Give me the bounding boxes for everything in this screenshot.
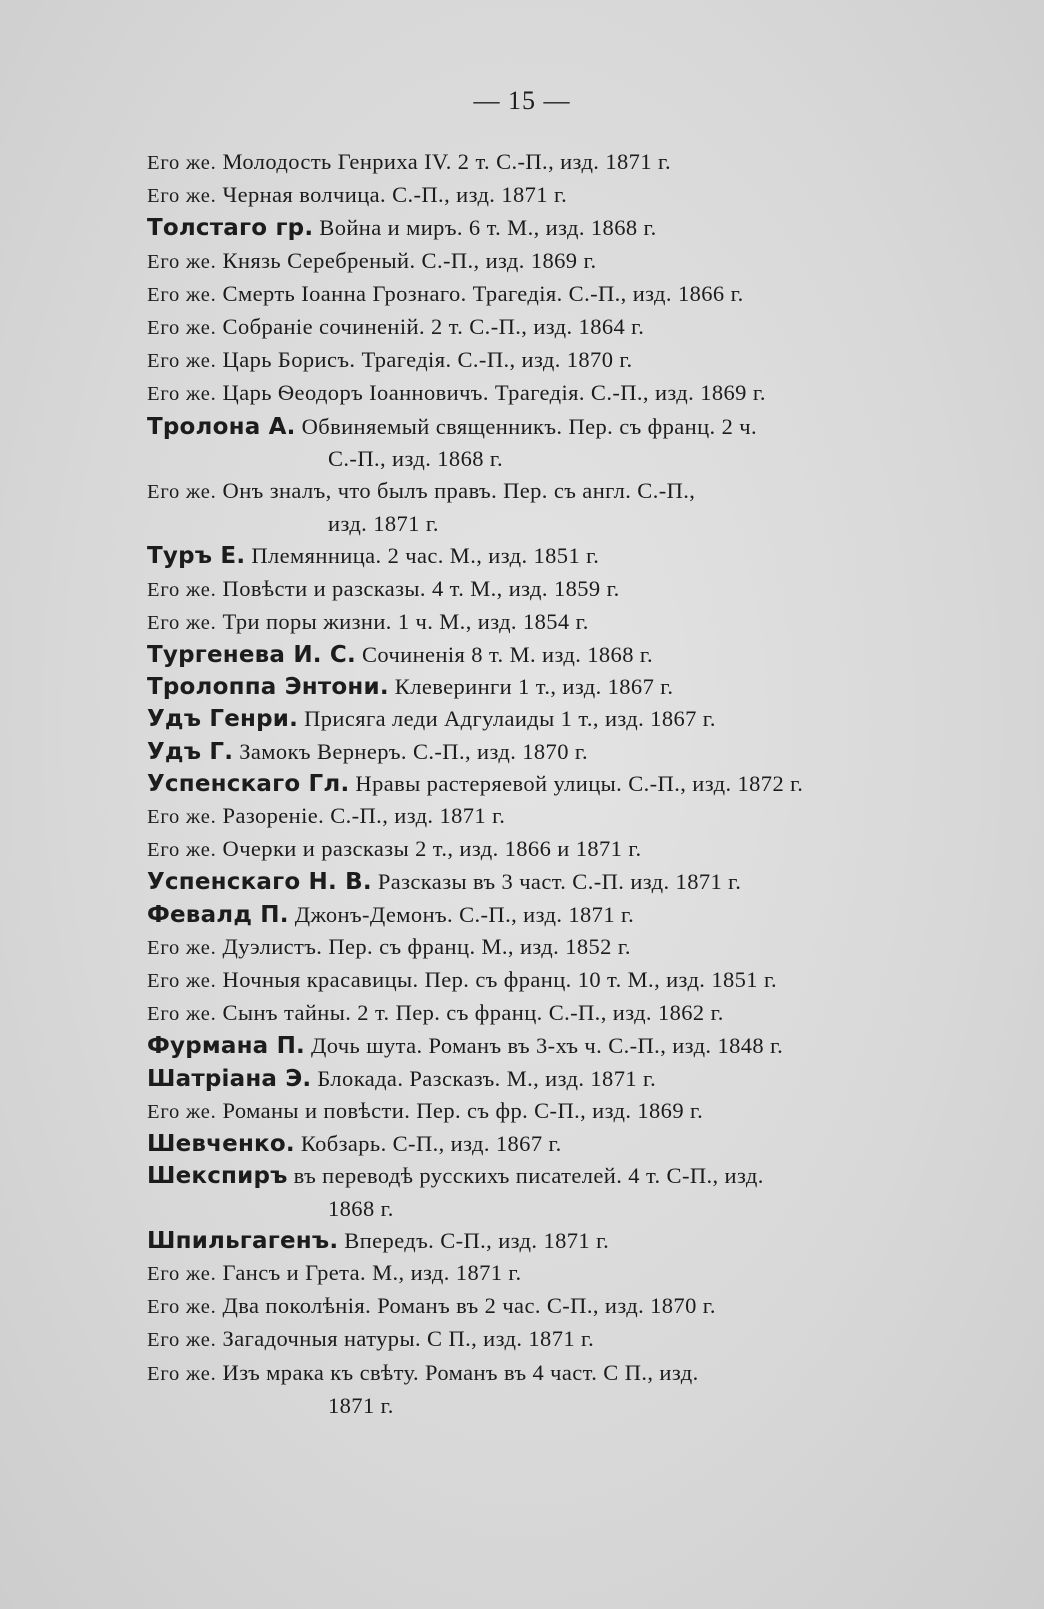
entry-author: Туръ Е. — [147, 543, 246, 570]
entry-text: Романы и повѣсти. Пер. съ фр. С-П., изд. 1869 г. — [216, 1097, 704, 1123]
entry-text: Черная волчица. С.-П., изд. 1871 г. — [216, 182, 568, 208]
entry-text: Собраніе сочиненій. 2 т. С.-П., изд. 1864 г. — [216, 314, 645, 340]
entry-text: Дуэлистъ. Пер. съ франц. М., изд. 1852 г. — [216, 933, 631, 959]
entry-author: Шевченко. — [147, 1131, 295, 1158]
entry-text: Два поколѣнія. Романъ въ 2 час. С-П., изд. 1870 г. — [216, 1293, 716, 1319]
catalog-entry — [147, 1323, 907, 1356]
entry-author: Фурмана П. — [147, 1033, 305, 1060]
entry-text: Впередъ. С-П., изд. 1871 г. — [338, 1227, 610, 1253]
entry-text: Царь Борисъ. Трагедія. С.-П., изд. 1870 г. — [216, 347, 633, 373]
catalog-entry — [147, 1290, 907, 1323]
page-number: — 15 — — [473, 86, 571, 115]
catalog-entry — [147, 703, 907, 735]
entry-text: Сынъ тайны. 2 т. Пер. съ франц. С.-П., изд. 1862 г. — [216, 1000, 724, 1026]
entry-text: Молодость Генриха IV. 2 т. С.-П., изд. 1871 г. — [216, 149, 672, 174]
catalog-entry — [147, 866, 907, 898]
catalog-entry — [147, 931, 907, 964]
entry-continuation: изд. 1871 г. — [328, 511, 439, 537]
entry-ego-same-author: Его же. — [147, 350, 217, 373]
entry-ego-same-author: Его же. — [147, 806, 217, 829]
entry-text: Смерть Іоанна Грознаго. Трагедія. С.-П., изд. 1866 г. — [216, 280, 744, 306]
entry-text: Три поры жизни. 1 ч. М., изд. 1854 г. — [216, 608, 589, 634]
entry-author: Шекспиръ — [147, 1163, 288, 1190]
catalog-entries — [147, 146, 907, 1422]
entry-text: Онъ зналъ, что былъ правъ. Пер. съ англ. С.-П., — [216, 478, 696, 504]
entry-ego-same-author: Его же. — [147, 317, 217, 340]
entry-continuation: 1868 г. — [328, 1195, 394, 1221]
catalog-entry — [147, 540, 907, 572]
entry-text: Клеверинги 1 т., изд. 1867 г. — [388, 674, 674, 700]
catalog-entry — [147, 964, 907, 997]
entry-author: Успенскаго Н. В. — [147, 869, 372, 896]
entry-text: Война и миръ. 6 т. М., изд. 1868 г. — [313, 215, 657, 241]
entry-author: Тургенева И. С. — [147, 642, 356, 669]
entry-author: Шпильгагенъ. — [147, 1227, 339, 1254]
catalog-entry — [147, 606, 907, 639]
entry-ego-same-author: Его же. — [147, 936, 217, 959]
entry-text: Замокъ Вернеръ. С.-П., изд. 1870 г. — [233, 738, 588, 764]
entry-author: Успенскаго Гл. — [147, 770, 350, 797]
catalog-entry — [147, 997, 907, 1030]
catalog-entry — [147, 146, 907, 179]
entry-ego-same-author: Его же. — [147, 283, 217, 306]
entry-text: Обвиняемый священникъ. Пер. съ франц. 2 ч. — [295, 413, 758, 439]
entry-text: Повѣсти и разсказы. 4 т. М., изд. 1859 г. — [216, 575, 620, 601]
catalog-entry — [147, 1257, 907, 1290]
entry-text: Гансъ и Грета. М., изд. 1871 г. — [216, 1259, 522, 1285]
entry-author: Толстаго гр. — [147, 215, 314, 242]
entry-ego-same-author: Его же. — [147, 1296, 217, 1319]
catalog-entry — [147, 475, 907, 540]
catalog-entry — [147, 212, 907, 244]
entry-author: Удъ Г. — [147, 738, 234, 765]
catalog-entry — [147, 1095, 907, 1128]
entry-ego-same-author: Его же. — [147, 578, 217, 601]
entry-ego-same-author: Его же. — [147, 1100, 217, 1123]
catalog-entry — [147, 311, 907, 344]
entry-text: Блокада. Разсказъ. М., изд. 1871 г. — [311, 1065, 657, 1091]
entry-ego-same-author: Его же. — [147, 611, 217, 634]
catalog-entry — [147, 1128, 907, 1160]
catalog-entry — [147, 278, 907, 311]
catalog-entry — [147, 671, 907, 703]
entry-text: Князь Серебреный. С.-П., изд. 1869 г. — [216, 247, 597, 273]
entry-text: Сочиненія 8 т. М. изд. 1868 г. — [355, 642, 653, 668]
entry-author: Тролона А. — [147, 413, 296, 440]
entry-text: Ночныя красавицы. Пер. съ франц. 10 т. М., изд. 1851 г. — [216, 967, 778, 993]
entry-text: Нравы растеряевой улицы. С.-П., изд. 1872 г. — [349, 770, 804, 796]
entry-ego-same-author: Его же. — [147, 250, 217, 273]
catalog-entry — [147, 1225, 907, 1257]
entry-ego-same-author: Его же. — [147, 970, 217, 993]
catalog-entry — [147, 833, 907, 866]
entry-ego-same-author: Его же. — [147, 481, 217, 504]
entry-text: Разсказы въ 3 част. С.-П. изд. 1871 г. — [371, 869, 742, 895]
catalog-entry — [147, 344, 907, 377]
catalog-entry — [147, 899, 907, 931]
catalog-entry — [147, 768, 907, 800]
catalog-entry — [147, 1063, 907, 1095]
entry-text: Дочь шута. Романъ въ 3-хъ ч. С.-П., изд. 1848 г. — [305, 1033, 784, 1059]
entry-text: Очерки и разсказы 2 т., изд. 1866 и 1871 г. — [216, 836, 642, 862]
catalog-entry — [147, 573, 907, 606]
entry-author: Шатріана Э. — [147, 1065, 312, 1092]
entry-ego-same-author: Его же. — [147, 1262, 217, 1285]
catalog-entry — [147, 377, 907, 410]
entry-ego-same-author: Его же. — [147, 1003, 217, 1026]
entry-text: Разореніе. С.-П., изд. 1871 г. — [216, 803, 506, 829]
catalog-entry — [147, 639, 907, 671]
entry-text: Племянница. 2 час. М., изд. 1851 г. — [245, 543, 600, 569]
entry-ego-same-author: Его же. — [147, 1329, 217, 1352]
catalog-entry — [147, 736, 907, 768]
catalog-entry — [147, 245, 907, 278]
entry-text: въ переводѣ русскихъ писателей. 4 т. С-П., изд. — [287, 1163, 764, 1189]
catalog-entry — [147, 1160, 907, 1224]
entry-ego-same-author: Его же. — [147, 152, 217, 174]
entry-author: Удъ Генри. — [147, 706, 299, 733]
entry-continuation: 1871 г. — [328, 1392, 394, 1418]
entry-ego-same-author: Его же. — [147, 383, 217, 406]
catalog-entry — [147, 800, 907, 833]
entry-ego-same-author: Его же. — [147, 839, 217, 862]
catalog-entry — [147, 179, 907, 212]
entry-continuation: С.-П., изд. 1868 г. — [328, 445, 504, 471]
entry-ego-same-author: Его же. — [147, 185, 217, 208]
entry-text: Джонъ-Демонъ. С.-П., изд. 1871 г. — [288, 901, 635, 927]
entry-text: Присяга леди Адгулаиды 1 т., изд. 1867 г. — [298, 706, 716, 732]
entry-author: Февалд П. — [147, 901, 289, 928]
entry-author: Тролоппа Энтони. — [147, 674, 389, 701]
entry-text: Изъ мрака къ свѣту. Романъ въ 4 част. С П., изд. — [216, 1359, 699, 1385]
catalog-entry — [147, 1030, 907, 1062]
entry-text: Царь Ѳеодоръ Іоанновичъ. Трагедія. С.-П., изд. 1869 г. — [216, 380, 766, 406]
catalog-entry — [147, 1357, 907, 1422]
entry-ego-same-author: Его же. — [147, 1362, 217, 1385]
catalog-entry — [147, 411, 907, 475]
entry-text: Кобзарь. С-П., изд. 1867 г. — [294, 1131, 562, 1157]
entry-text: Загадочныя натуры. С П., изд. 1871 г. — [216, 1326, 595, 1352]
